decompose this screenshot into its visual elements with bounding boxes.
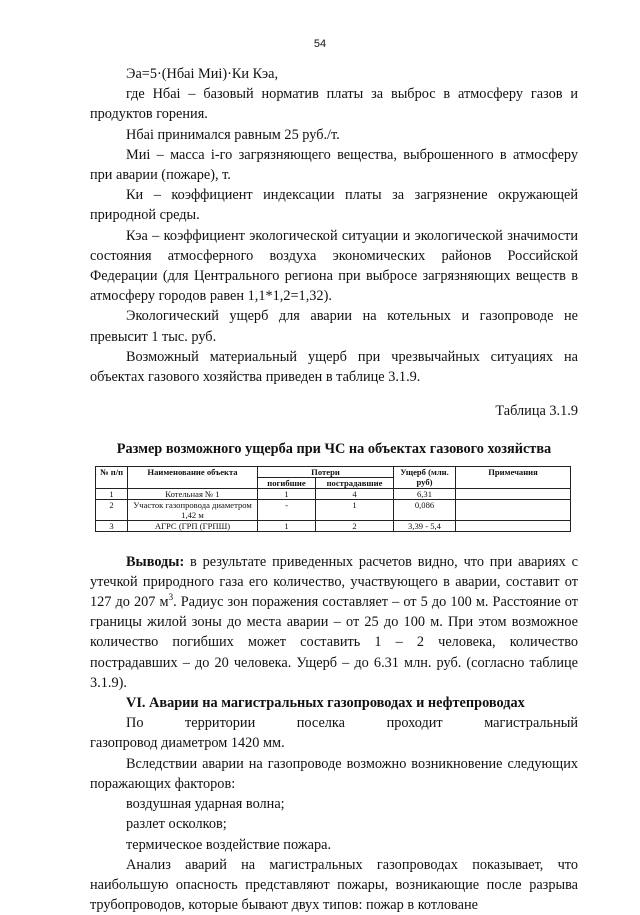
cell-num: 1 bbox=[96, 488, 128, 499]
paragraph: где Нбаі – базовый норматив платы за выброс в атмосферу газов и продуктов горения. bbox=[90, 86, 578, 123]
header-damage: Ущерб (млн. руб) bbox=[394, 466, 456, 488]
list-item: воздушная ударная волна; bbox=[126, 796, 285, 813]
cell-injured: 1 bbox=[316, 499, 394, 520]
cell-notes bbox=[456, 488, 571, 499]
cell-notes bbox=[456, 520, 571, 531]
paragraph: Нбаі принимался равным 25 руб./т. bbox=[126, 126, 340, 143]
table-title: Размер возможного ущерба при ЧС на объектах газового хозяйства bbox=[116, 441, 552, 458]
word: проходит bbox=[386, 715, 443, 732]
cell-injured: 2 bbox=[316, 520, 394, 531]
table-row bbox=[96, 499, 571, 520]
paragraph: газопровод диаметром 1420 мм. bbox=[90, 735, 285, 752]
cell-damage: 6,31 bbox=[394, 488, 456, 499]
cell-name: Котельная № 1 bbox=[128, 488, 258, 499]
cell-dead: 1 bbox=[258, 488, 316, 499]
table-label: Таблица 3.1.9 bbox=[495, 403, 578, 420]
paragraph: Кэа – коэффициент экологической ситуации и экологической значимости состояния атмосферного воздуха экономических районов Российской Федерации (для Центрального региона при выбросе загрязняющих веществ в атмосферу городов равен 1,1*1,2=1,32). bbox=[90, 227, 578, 305]
word: поселка bbox=[296, 715, 346, 732]
cell-name: АГРС (ГРП (ГРПШ) bbox=[128, 520, 258, 531]
paragraph: Ки – коэффициент индексации платы за загрязнение окружающей природной среды. bbox=[90, 187, 578, 224]
spread-line bbox=[90, 713, 578, 733]
word: По bbox=[126, 715, 144, 732]
word: территории bbox=[185, 715, 256, 732]
conclusions-label: Выводы: bbox=[126, 553, 185, 570]
paragraph: Возможный материальный ущерб при чрезвычайных ситуациях на объектах газового хозяйства приведен в таблице 3.1.9. bbox=[90, 348, 578, 386]
list-item: термическое воздействие пожара. bbox=[126, 836, 332, 853]
superscript: 3 bbox=[168, 592, 174, 603]
header-notes: Примечания bbox=[456, 466, 571, 488]
cell-dead: - bbox=[258, 499, 316, 520]
list-item: разлет осколков; bbox=[126, 816, 227, 833]
cell-notes bbox=[456, 499, 571, 520]
paragraph: Экологический ущерб для аварии на котельных и газопроводе не превысит 1 тыс. руб. bbox=[90, 308, 578, 345]
paragraph: Анализ аварий на магистральных газопроводах показывает, что наибольшую опасность представляют пожары, возникающие после разрыва трубопроводов, которые бывают двух типов: пожар в котловане bbox=[90, 856, 578, 914]
damage-table bbox=[95, 466, 571, 532]
table-row bbox=[96, 488, 571, 499]
cell-damage: 0,086 bbox=[394, 499, 456, 520]
header-losses: Потери bbox=[258, 466, 394, 477]
section-heading: VI. Аварии на магистральных газопроводах и нефтепроводах bbox=[126, 695, 525, 712]
document-body bbox=[90, 64, 578, 915]
formula: Эа=5·(Нбаі Миі)·Ки Кэа, bbox=[126, 66, 279, 82]
cell-damage: 3,39 - 5,4 bbox=[394, 520, 456, 531]
header-injured: пострадавшие bbox=[316, 477, 394, 488]
conclusions-paragraph bbox=[90, 552, 578, 693]
page-number: 54 bbox=[313, 38, 327, 50]
cell-dead: 1 bbox=[258, 520, 316, 531]
cell-num: 3 bbox=[96, 520, 128, 531]
conclusions-text-cont: . Радиус зон поражения составляет – от 5 до 100 м. Расстояние от границы жилой зоны до места аварии – от 25 до 100 м. При этом возможное количество погибших может составить 1 – 2 человека, количество пострадавших – до 20 человека. Ущерб – до 6.31 млн. руб. (согласно таблице 3.1.9). bbox=[90, 594, 578, 691]
paragraph: Вследствии аварии на газопроводе возможно возникновение следующих поражающих факторов: bbox=[90, 755, 578, 792]
header-num: № п/п bbox=[96, 466, 128, 488]
cell-num: 2 bbox=[96, 499, 128, 520]
conclusions-text: в результате приведенных расчетов видно, что при авариях с утечкой природного газа его количество, участвующего в аварии, составит от 127 до 207 м bbox=[90, 553, 578, 611]
cell-name: Участок газопровода диаметром 1,42 м bbox=[128, 499, 258, 520]
cell-injured: 4 bbox=[316, 488, 394, 499]
word: магистральный bbox=[484, 715, 578, 732]
paragraph: Миі – масса і-го загрязняющего вещества, выброшенного в атмосферу при аварии (пожаре), т. bbox=[90, 146, 578, 184]
header-name: Наименование объекта bbox=[128, 466, 258, 488]
header-dead: погибшие bbox=[258, 477, 316, 488]
table-row bbox=[96, 520, 571, 531]
